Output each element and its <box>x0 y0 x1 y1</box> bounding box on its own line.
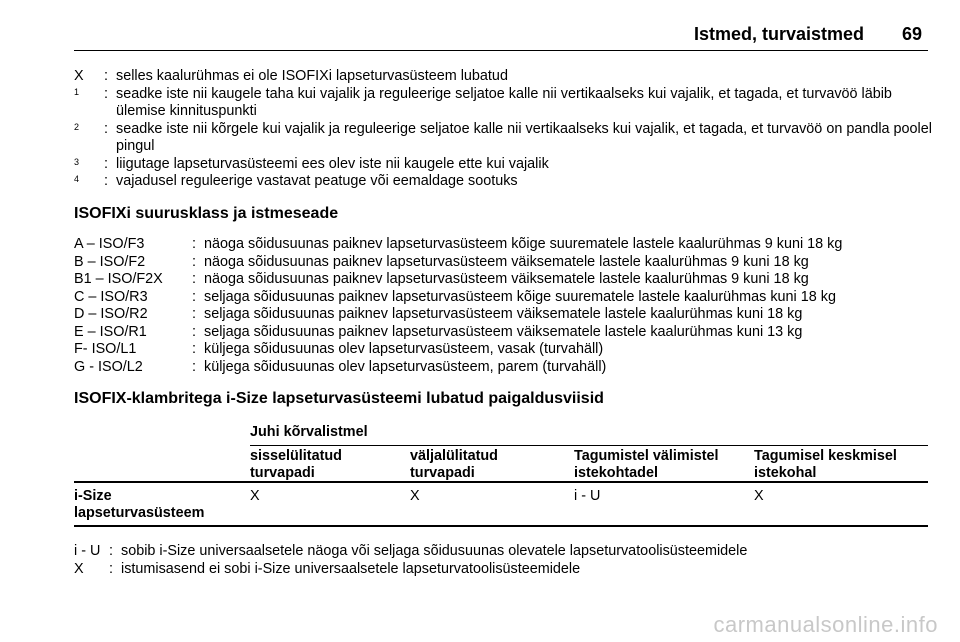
note-key: 1 <box>74 86 80 97</box>
size-class-text: seljaga sõidusuunas paiknev lapseturvasüsteem kõige suurematele lastele kaalurühmas kuni 18 kg <box>204 288 836 305</box>
size-section-title: ISOFIXi suurusklass ja istmeseade <box>74 205 339 222</box>
watermark: carmanualsonline.info <box>713 612 938 637</box>
note-item: 3 : liigutage lapseturvasüsteemi ees olev iste nii kaugele ette kui vajalik <box>74 156 934 174</box>
size-class-key: F- ISO/L1 <box>74 341 137 357</box>
size-class-text: küljega sõidusuunas olev lapseturvasüsteem, vasak (turvahäll) <box>204 341 604 357</box>
size-class-list <box>74 236 934 376</box>
note-item: 2 : seadke iste nii kõrgele kui vajalik ja reguleerige seljatoe kalle nii vertikaalseks kui vajalik, et tagada, et turvavöö on pandla poolel pingul <box>74 121 934 156</box>
group-header-rule <box>250 445 928 446</box>
legend-item: i - U : sobib i-Size universaalsetele näoga või seljaga sõidusuunas olevatele lapseturvatoolisüsteemidele <box>74 543 934 561</box>
isize-section-title: ISOFIX-klambritega i-Size lapseturvasüsteemi lubatud paigaldusviisid <box>74 390 604 407</box>
page-title: Istmed, turvaistmed <box>693 24 864 44</box>
note-key: X <box>74 68 84 84</box>
table-cell: X <box>410 488 420 504</box>
page-number: 69 <box>901 24 922 44</box>
size-class-item: B – ISO/F2 : näoga sõidusuunas paiknev lapseturvasüsteem väiksematele lastele kaalurühmas 9 kuni 18 kg <box>74 254 934 272</box>
column-header: Tagumistel välimistel istekohtadel <box>574 448 719 481</box>
table-bottom-rule <box>74 525 928 527</box>
note-text: selles kaalurühmas ei ole ISOFIXi lapseturvasüsteem lubatud <box>116 68 508 84</box>
size-class-item: C – ISO/R3 : seljaga sõidusuunas paiknev lapseturvasüsteem kõige suurematele lastele kaalurühmas kuni 18 kg <box>74 289 934 307</box>
size-class-text: küljega sõidusuunas olev lapseturvasüsteem, parem (turvahäll) <box>204 358 607 375</box>
note-key: 3 <box>74 156 80 167</box>
table-cell: X <box>754 488 764 504</box>
table-cell: X <box>250 488 260 504</box>
size-class-item: G - ISO/L2 : küljega sõidusuunas olev lapseturvasüsteem, parem (turvahäll) <box>74 359 934 377</box>
note-text: liigutage lapseturvasüsteemi ees olev iste nii kaugele ette kui vajalik <box>116 155 549 172</box>
legend-text: istumisasend ei sobi i-Size universaalsetele lapseturvatoolisüsteemidele <box>121 560 581 577</box>
table-group-header: Juhi kõrvalistmel <box>250 424 368 440</box>
note-item: X : selles kaalurühmas ei ole ISOFIXi lapseturvasüsteem lubatud <box>74 68 934 86</box>
table-header-rule <box>74 481 928 483</box>
size-class-key: C – ISO/R3 <box>74 288 148 305</box>
size-class-item: A – ISO/F3 : näoga sõidusuunas paiknev lapseturvasüsteem kõige suurematele lastele kaalurühmas 9 kuni 18 kg <box>74 236 934 254</box>
legend-list <box>74 543 934 578</box>
legend-key: X <box>74 560 84 577</box>
legend-key: i - U <box>74 543 101 559</box>
column-header: sisselülitatud turvapadi <box>250 448 342 481</box>
note-item: 4 : vajadusel reguleerige vastavat peatuge või eemaldage sootuks <box>74 173 934 191</box>
note-key: 4 <box>74 174 80 184</box>
size-class-key: G - ISO/L2 <box>74 358 143 375</box>
note-text: seadke iste nii kaugele taha kui vajalik ja reguleerige seljatoe kalle nii vertikaalseks kui vajalik, et tagada, et turvavöö läbib ülemise kinnituspunkti <box>116 85 892 119</box>
column-header: Tagumisel keskmisel istekohal <box>754 448 897 481</box>
size-class-item: B1 – ISO/F2X : näoga sõidusuunas paiknev lapseturvasüsteem väiksematele lastele kaalurühmas 9 kuni 18 kg <box>74 271 934 289</box>
size-class-item: D – ISO/R2 : seljaga sõidusuunas paiknev lapseturvasüsteem väiksematele lastele kaalurühmas kuni 18 kg <box>74 306 934 324</box>
size-class-key: B – ISO/F2 <box>74 253 146 270</box>
size-class-item: E – ISO/R1 : seljaga sõidusuunas paiknev lapseturvasüsteem väiksematele lastele kaalurühmas kuni 13 kg <box>74 324 934 342</box>
note-key: 2 <box>74 121 80 132</box>
size-class-text: näoga sõidusuunas paiknev lapseturvasüsteem väiksematele lastele kaalurühmas 9 kuni 18 kg <box>204 271 809 287</box>
size-class-key: E – ISO/R1 <box>74 323 147 340</box>
size-class-text: näoga sõidusuunas paiknev lapseturvasüsteem väiksematele lastele kaalurühmas 9 kuni 18 kg <box>204 253 809 270</box>
size-class-item: F- ISO/L1 : küljega sõidusuunas olev lapseturvasüsteem, vasak (turvahäll) <box>74 341 934 359</box>
size-class-text: seljaga sõidusuunas paiknev lapseturvasüsteem väiksematele lastele kaalurühmas kuni 18 kg <box>204 306 803 322</box>
size-class-key: A – ISO/F3 <box>74 236 145 252</box>
legend-text: sobib i-Size universaalsetele näoga või seljaga sõidusuunas olevatele lapseturvatoolisüsteemidele <box>121 543 748 559</box>
table-cell: i - U <box>574 488 601 504</box>
column-header: väljalülitatud turvapadi <box>410 448 498 481</box>
notes-list <box>74 68 934 191</box>
size-class-key: D – ISO/R2 <box>74 306 148 322</box>
size-class-text: näoga sõidusuunas paiknev lapseturvasüsteem kõige suurematele lastele kaalurühmas 9 kuni 18 kg <box>204 236 843 252</box>
size-class-text: seljaga sõidusuunas paiknev lapseturvasüsteem väiksematele lastele kaalurühmas kuni 13 kg <box>204 323 803 340</box>
size-class-key: B1 – ISO/F2X <box>74 271 163 287</box>
note-text: seadke iste nii kõrgele kui vajalik ja reguleerige seljatoe kalle nii vertikaalseks kui vajalik, et tagada, et turvavöö on pandla poolel pingul <box>116 120 932 154</box>
note-text: vajadusel reguleerige vastavat peatuge või eemaldage sootuks <box>116 173 518 189</box>
page-header <box>74 22 928 51</box>
legend-item: X : istumisasend ei sobi i-Size universaalsetele lapseturvatoolisüsteemidele <box>74 561 934 579</box>
table-row-header: i-Size lapseturvasüsteem <box>74 488 205 521</box>
note-item: 1 : seadke iste nii kaugele taha kui vajalik ja reguleerige seljatoe kalle nii vertikaalseks kui vajalik, et tagada, et turvavöö läbib ülemise kinnituspunkti <box>74 86 934 121</box>
